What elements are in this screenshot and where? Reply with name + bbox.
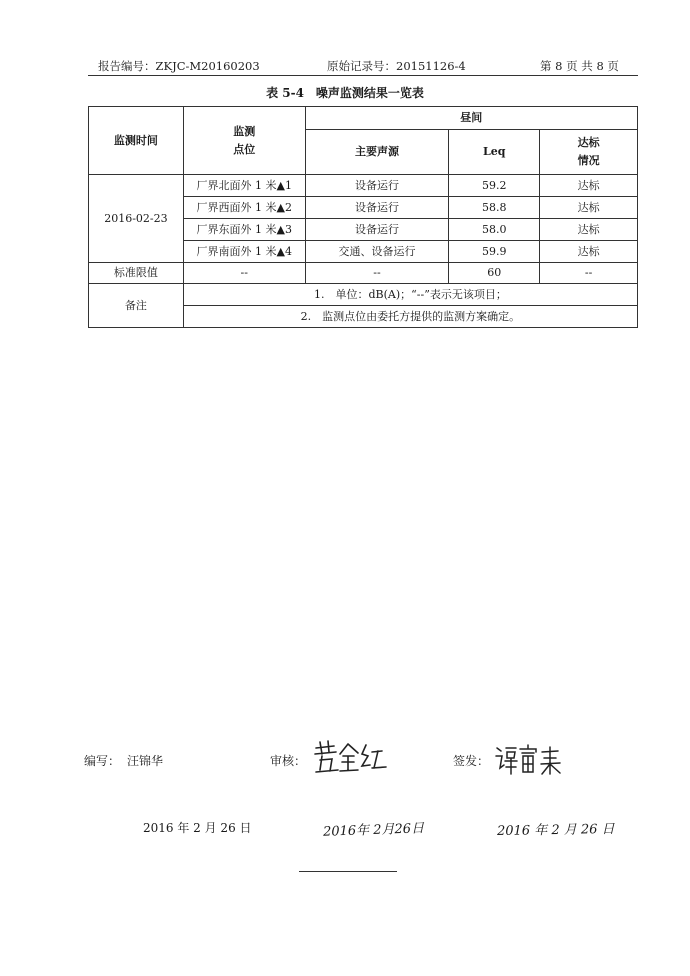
issuer-label: 签发： bbox=[453, 754, 490, 768]
report-number: 报告编号：ZKJC-M20160203 bbox=[98, 59, 260, 73]
point-cell: 厂界北面外 1 米▲1 bbox=[183, 175, 305, 197]
date-cell: 2016-02-23 bbox=[89, 175, 184, 263]
header-point-line2: 点位 bbox=[233, 142, 256, 156]
remarks-line-1: 1. 单位：dB(A)；“--”表示无该项目； bbox=[183, 284, 637, 306]
status-cell: 达标 bbox=[540, 197, 638, 219]
leq-cell: 58.0 bbox=[449, 219, 540, 241]
source-cell: 设备运行 bbox=[305, 219, 449, 241]
editor-label: 编写： bbox=[84, 754, 121, 768]
source-cell: 交通、设备运行 bbox=[305, 241, 449, 263]
limit-leq: 60 bbox=[449, 263, 540, 284]
header-time: 监测时间 bbox=[89, 107, 184, 175]
header-rule bbox=[88, 75, 638, 76]
remarks-label: 备注 bbox=[89, 284, 184, 328]
noise-results-table bbox=[88, 106, 638, 328]
leq-cell: 59.2 bbox=[449, 175, 540, 197]
source-cell: 设备运行 bbox=[305, 197, 449, 219]
date-reviewer: 2016年 2月26日 bbox=[322, 821, 425, 840]
page-indicator: 第 8 页 共 8 页 bbox=[540, 59, 619, 73]
status-cell: 达标 bbox=[540, 219, 638, 241]
limit-label: 标准限值 bbox=[89, 263, 184, 284]
reviewer-label: 审核： bbox=[270, 754, 307, 768]
limit-status: -- bbox=[540, 263, 638, 284]
reviewer-signature bbox=[312, 740, 388, 774]
limit-point: -- bbox=[183, 263, 305, 284]
header-status bbox=[540, 130, 638, 175]
date-editor: 2016 年 2 月 26 日 bbox=[143, 821, 252, 835]
header-source: 主要声源 bbox=[305, 130, 449, 175]
record-number: 原始记录号：20151126-4 bbox=[327, 59, 466, 73]
remarks-row-1 bbox=[89, 284, 638, 306]
point-cell: 厂界东面外 1 米▲3 bbox=[183, 219, 305, 241]
leq-cell: 59.9 bbox=[449, 241, 540, 263]
header-leq: Leq bbox=[449, 130, 540, 175]
issuer-signature bbox=[494, 744, 562, 776]
point-cell: 厂界西面外 1 米▲2 bbox=[183, 197, 305, 219]
date-issuer: 2016 年 2 月 26 日 bbox=[496, 821, 615, 840]
header-row-1 bbox=[89, 107, 638, 130]
header-status-line2: 情况 bbox=[577, 154, 600, 167]
status-cell: 达标 bbox=[540, 241, 638, 263]
leq-cell: 58.8 bbox=[449, 197, 540, 219]
table-row bbox=[89, 175, 638, 197]
header-point-line1: 监测 bbox=[233, 124, 256, 138]
remarks-line-2: 2. 监测点位由委托方提供的监测方案确定。 bbox=[183, 306, 637, 328]
source-cell: 设备运行 bbox=[305, 175, 449, 197]
header-daytime: 昼间 bbox=[305, 107, 637, 130]
header-point bbox=[183, 107, 305, 175]
status-cell: 达标 bbox=[540, 175, 638, 197]
limit-source: -- bbox=[305, 263, 449, 284]
point-cell: 厂界南面外 1 米▲4 bbox=[183, 241, 305, 263]
table-caption: 表 5-4 噪声监测结果一览表 bbox=[266, 86, 424, 100]
editor-name: 汪锦华 bbox=[127, 754, 164, 768]
footer-rule bbox=[299, 871, 397, 872]
header-status-line1: 达标 bbox=[577, 136, 600, 149]
limit-row bbox=[89, 263, 638, 284]
